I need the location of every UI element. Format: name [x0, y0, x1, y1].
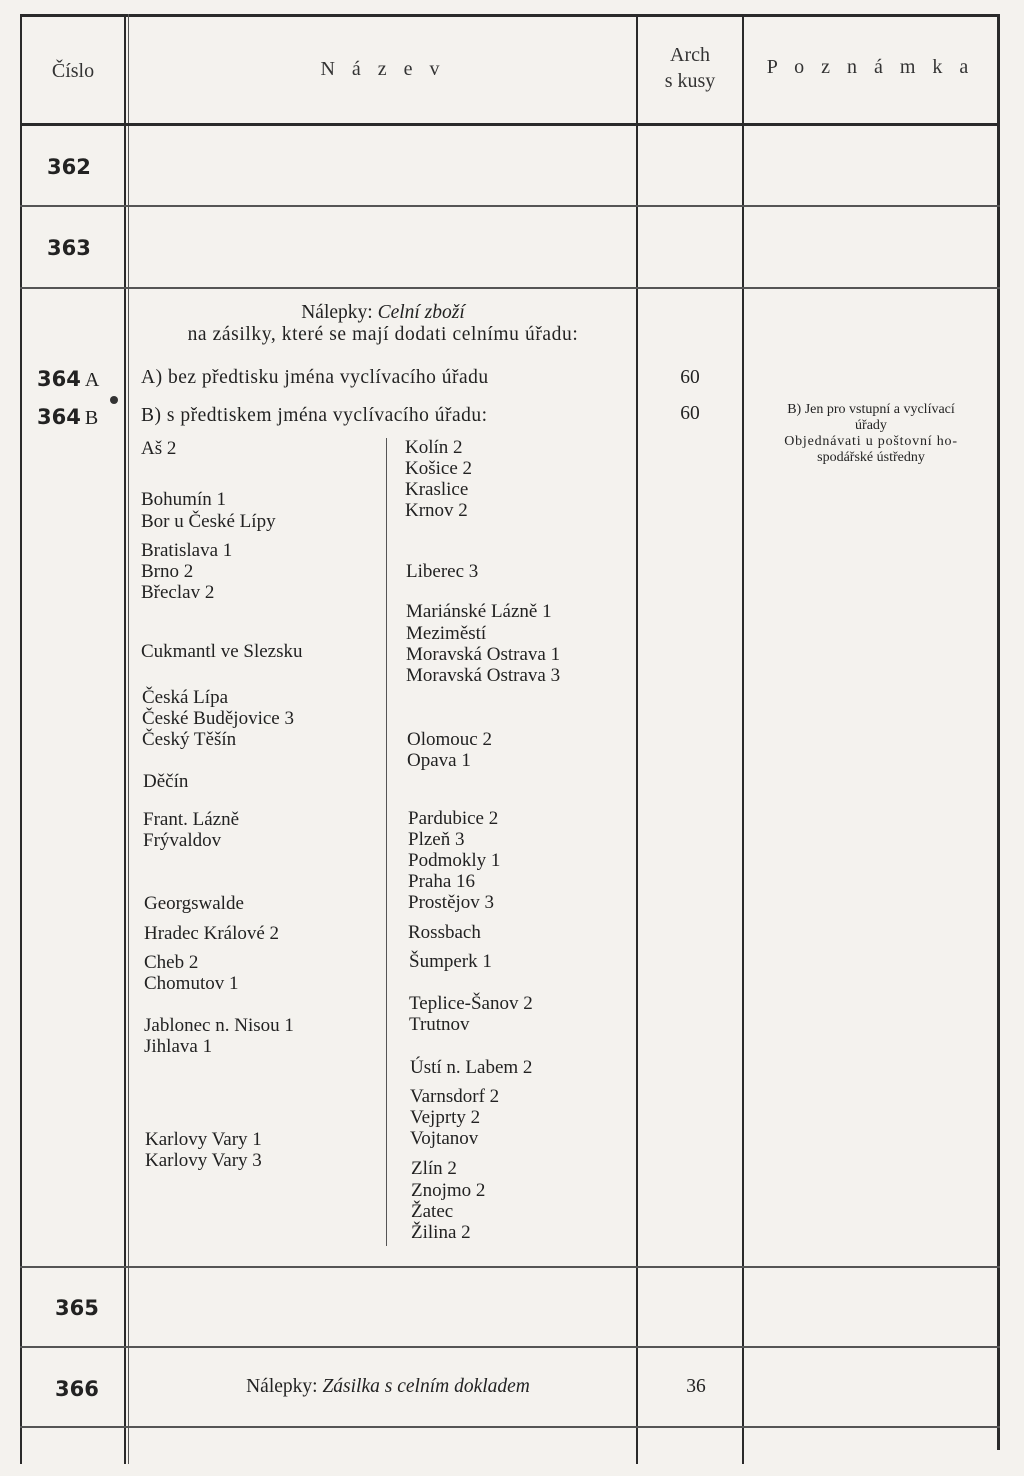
header-sheet-line1: Arch [670, 44, 710, 66]
list-item: Bor u České Lípy [141, 511, 276, 532]
row-364b-number-value: 364 [37, 405, 81, 429]
row-366-text-italic: Zásilka s celním dokladem [322, 1376, 530, 1397]
row-364b-note-line2: úřady [855, 418, 887, 433]
list-item: Praha 16 [408, 871, 476, 892]
list-item: Prostějov 3 [408, 892, 495, 913]
list-item: Kolín 2 [405, 437, 463, 458]
row-364b-note-line1: B) Jen pro vstupní a vyclívací [787, 402, 955, 417]
list-item: Brno 2 [141, 561, 194, 582]
row-364a-text: A) bez předtisku jména vyclívacího úřadu [141, 367, 489, 388]
list-item: Rossbach [408, 922, 481, 943]
list-item: Cheb 2 [144, 952, 199, 973]
col-divider-sheet [742, 14, 744, 1464]
list-item: Kraslice [405, 479, 469, 500]
list-column-divider [386, 438, 387, 1246]
row-364a-number-value: 364 [37, 367, 81, 391]
row-364-bottom-border [20, 1266, 1000, 1268]
list-item: Česká Lípa [142, 687, 229, 708]
row-364b-note-line3: Objednávati u poštovní ho- [784, 434, 958, 449]
list-item: Vejprty 2 [410, 1107, 481, 1128]
table-top-border [20, 14, 1000, 17]
list-item: Břeclav 2 [141, 582, 215, 603]
table-right-border [997, 14, 1000, 1450]
list-item: Frývaldov [143, 830, 222, 851]
list-item: Žatec [411, 1201, 454, 1222]
list-item: Zlín 2 [411, 1158, 457, 1179]
list-item: Děčín [143, 771, 189, 792]
row-364-intro-italic: Celní zboží [377, 302, 465, 323]
list-item: Bohumín 1 [141, 489, 226, 510]
row-364b-number [37, 405, 98, 430]
list-item: Trutnov [409, 1014, 470, 1035]
list-item: Jihlava 1 [144, 1036, 213, 1057]
list-item: Chomutov 1 [144, 973, 239, 994]
list-item: Mariánské Lázně 1 [406, 601, 552, 622]
header-note: P o z n á m k a [766, 56, 975, 78]
row-365-number: 365 [55, 1296, 99, 1320]
row-364b-note-line4: spodářské ústředny [817, 450, 925, 465]
list-item: Frant. Lázně [143, 809, 240, 830]
header-name: N á z e v [320, 58, 446, 80]
row-364a-suffix: A [84, 369, 100, 391]
list-item: Znojmo 2 [411, 1180, 486, 1201]
row-362-number: 362 [47, 155, 91, 179]
list-item: České Budějovice 3 [142, 708, 294, 729]
row-366-sheet: 36 [686, 1376, 706, 1397]
list-item: Georgswalde [144, 893, 244, 914]
list-item: Karlovy Vary 3 [145, 1150, 262, 1171]
row-366-text [130, 1376, 646, 1397]
row-365-bottom-border [20, 1346, 1000, 1348]
row-364b-marker-dot [110, 396, 118, 404]
list-item: Plzeň 3 [408, 829, 465, 850]
list-item: Podmokly 1 [408, 850, 501, 871]
row-364-intro-line1 [130, 302, 636, 323]
list-item: Pardubice 2 [408, 808, 499, 829]
list-item: Meziměstí [406, 623, 487, 644]
list-item: Moravská Ostrava 3 [406, 665, 561, 686]
row-364b-text: B) s předtiskem jména vyclívacího úřadu: [141, 405, 488, 426]
list-item: Teplice-Šanov 2 [409, 993, 533, 1014]
list-item: Vojtanov [410, 1128, 479, 1149]
list-item: Český Těšín [142, 729, 237, 750]
col-divider-number [124, 14, 126, 1464]
list-item: Liberec 3 [406, 561, 479, 582]
list-item: Opava 1 [407, 750, 471, 771]
list-item: Žilina 2 [411, 1222, 471, 1243]
list-item: Šumperk 1 [409, 951, 492, 972]
row-362-bottom-border [20, 205, 1000, 207]
list-item: Karlovy Vary 1 [145, 1129, 262, 1150]
list-item: Aš 2 [141, 438, 177, 459]
row-364b-note [746, 402, 996, 466]
table-left-border [20, 14, 22, 1464]
header-number: Číslo [51, 60, 95, 82]
row-363-bottom-border [20, 287, 1000, 289]
list-item: Varnsdorf 2 [410, 1086, 500, 1107]
header-bottom-border [20, 123, 1000, 126]
list-item: Bratislava 1 [141, 540, 233, 561]
header-sheet-line2: s kusy [664, 70, 716, 92]
row-364a-sheet: 60 [680, 367, 700, 388]
row-363-number: 363 [47, 236, 91, 260]
row-364b-sheet: 60 [680, 403, 700, 424]
list-item: Košice 2 [405, 458, 473, 479]
list-item: Moravská Ostrava 1 [406, 644, 561, 665]
row-364a-number [37, 367, 99, 392]
list-item: Hradec Králové 2 [144, 923, 280, 944]
row-364-intro-prefix: Nálepky: [301, 302, 378, 323]
row-366-bottom-border [20, 1426, 1000, 1428]
list-item: Krnov 2 [405, 500, 468, 521]
col-divider-number-inner [128, 14, 129, 1464]
list-item: Olomouc 2 [407, 729, 492, 750]
col-divider-name [636, 14, 638, 1464]
row-364-intro-line2: na zásilky, které se mají dodati celnímu úřadu: [187, 324, 579, 345]
row-364b-suffix: B [84, 407, 99, 429]
row-366-text-prefix: Nálepky: [246, 1376, 323, 1397]
list-item: Ústí n. Labem 2 [410, 1057, 533, 1078]
row-366-number: 366 [55, 1377, 99, 1401]
list-item: Cukmantl ve Slezsku [141, 641, 303, 662]
list-item: Jablonec n. Nisou 1 [144, 1015, 294, 1036]
